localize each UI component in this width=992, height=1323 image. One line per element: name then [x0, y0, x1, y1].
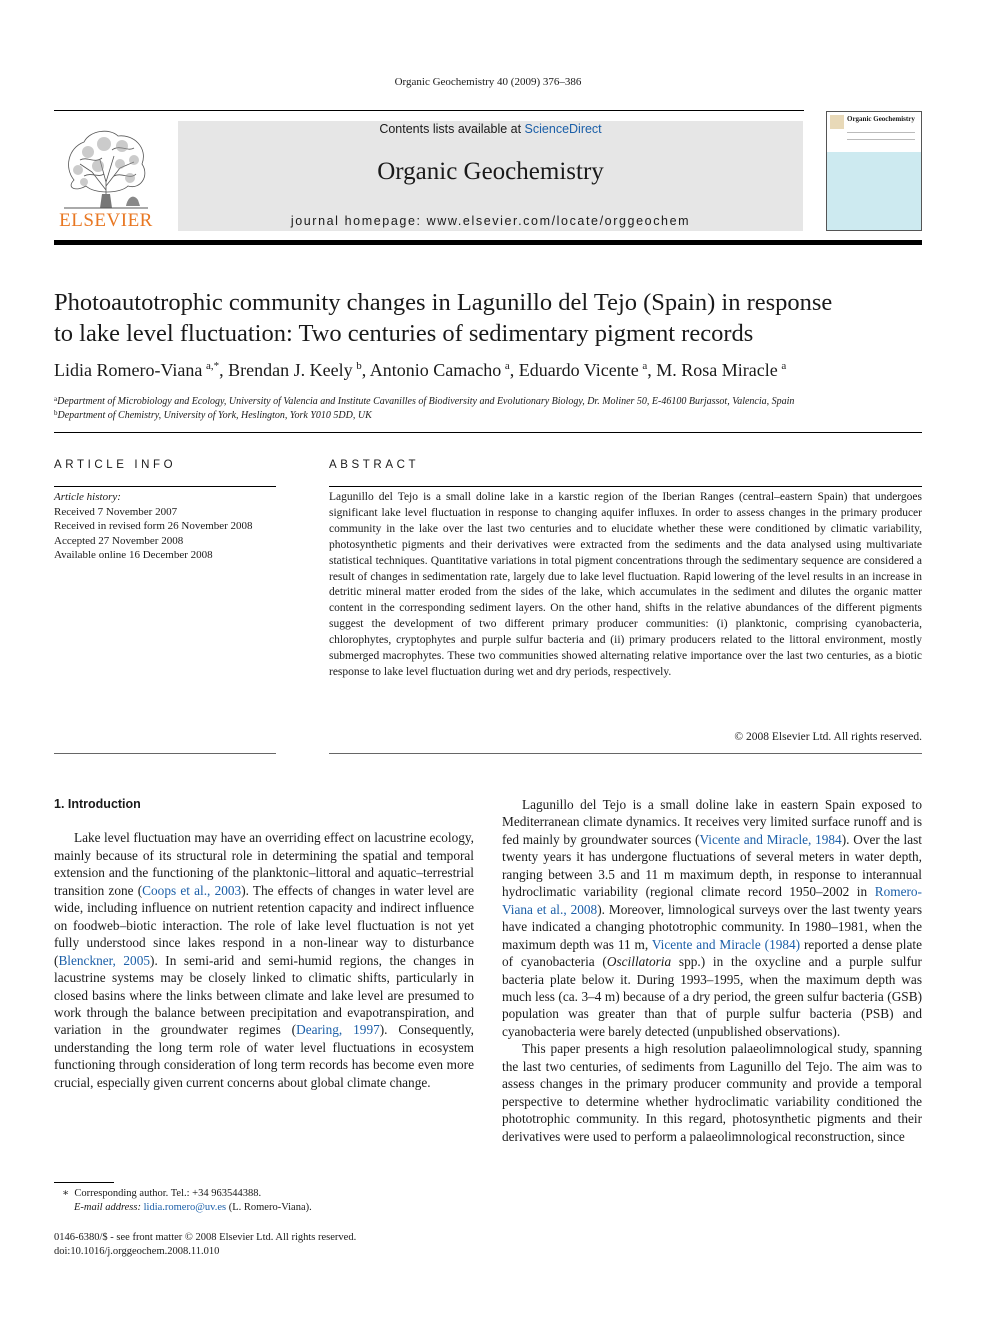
author-affil-sup: a: [781, 360, 787, 372]
affiliation-text: Department of Chemistry, University of York, Heslington, York Y010 5DD, UK: [57, 410, 372, 421]
footnote-rule: [54, 1182, 114, 1183]
footnote: [62, 1187, 482, 1215]
email-link[interactable]: lidia.romero@uv.es: [143, 1202, 227, 1213]
cover-subtitle-bar: [847, 132, 915, 140]
history-revised: Received in revised form 26 November 2008: [54, 520, 253, 532]
footnote-email: [62, 1201, 482, 1215]
doi-line[interactable]: doi:10.1016/j.orggeochem.2008.11.010: [54, 1246, 220, 1257]
footnote-corresponding: ∗ Corresponding author. Tel.: +34 963544388.: [62, 1188, 262, 1199]
text-run: Lake level fluctuation may have an overriding effect on lacustrine ecology, mainly because of its structural role in determining the spatial and temporal extension and the functioning of the planktonic–littoral and aquatic–terrestrial transition zone (: [54, 830, 474, 898]
affiliation-a: [54, 395, 934, 407]
author-name: M. Rosa Miracle: [656, 360, 778, 380]
email-suffix: (L. Romero-Viana).: [226, 1202, 312, 1213]
history-heading: Article history:: [54, 491, 121, 503]
article-info-rule: [54, 486, 276, 487]
affiliation-sup: a: [54, 395, 58, 403]
history-online: Available online 16 December 2008: [54, 549, 213, 561]
contents-line: [178, 122, 803, 136]
abstract-heading: ABSTRACT: [329, 459, 420, 471]
citation-link[interactable]: Vicente and Miracle (1984): [651, 936, 801, 952]
body-column-left: [54, 796, 474, 1091]
article-info-heading: ARTICLE INFO: [54, 459, 177, 471]
citation-link[interactable]: Romero-Viana et al., 2008: [502, 884, 922, 917]
elsevier-wordmark: ELSEVIER: [59, 210, 153, 231]
text-run: ). Over the last twenty years it has undergone fluctuations of several meters in water depth, ranging between 3.5 and 11 m maximum depth, in response to interannual hydroclimatic variability (regional climate record 1950–2002 in: [502, 831, 923, 900]
title-line-1: Photoautotrophic community changes in Lagunillo del Tejo (Spain) in response: [54, 289, 833, 316]
text-run: ). Consequently, understanding the long term role of water level fluctuations in ecosystem functioning through consideration of long term records has become even more crucial, especially given current concerns about global climate change.: [54, 1022, 474, 1090]
journal-header-box: [178, 121, 803, 231]
author-affil-sup: b: [356, 360, 362, 372]
cover-title: Organic Geochemistry: [847, 115, 915, 123]
citation-link[interactable]: Vicente and Miracle, 1984: [699, 831, 842, 847]
author-name: Eduardo Vicente: [518, 360, 639, 380]
author-name: Brendan J. Keely: [228, 360, 353, 380]
journal-cover-thumbnail: [826, 111, 922, 231]
text-run: ). The effects of changes in water level are wide, including influence on nutrient retention capacity and indirect influence on foodweb–biotic interaction. The role of lake level fluctuation is not yet fully understood since lakes respond in a non-linear way to disturbance (: [54, 882, 474, 968]
text-run: Lagunillo del Tejo is a small doline lake in eastern Spain exposed to Mediterranean climate dynamics. It receives very limited surface runoff and is fed mainly by groundwater sources (: [502, 797, 922, 847]
sciencedirect-link[interactable]: ScienceDirect: [524, 122, 602, 136]
paragraph: [54, 829, 474, 1091]
contents-prefix: Contents lists available at: [379, 122, 525, 136]
journal-reference: Organic Geochemistry 40 (2009) 376–386: [394, 76, 582, 88]
header-thick-rule: [54, 240, 922, 245]
paragraph: This paper presents a high resolution palaeolimnological study, spanning the last two centuries, of sediments from Lagunillo del Tejo. The aim was to assess changes in the primary producer community and provide a temporal perspective to determine whether hydroclimatic variability conditioned the phototrophic community. In this regard, photosynthetic pigments and their derivatives were used to perform a palaeolimnological reconstruction, since: [502, 1041, 922, 1144]
article-info-bottom-rule: [54, 753, 276, 754]
affiliation-b: [54, 409, 934, 421]
issn-line: 0146-6380/$ - see front matter © 2008 Elsevier Ltd. All rights reserved.: [54, 1232, 357, 1243]
abstract-bottom-rule: [329, 753, 922, 754]
issn-doi-block: [54, 1231, 484, 1259]
history-received: Received 7 November 2007: [54, 505, 178, 518]
text-run: ). In semi-arid and semi-humid regions, the changes in lacustrine systems may be closely linked to climatic shifts, particularly in closed basins where the links between climate and lake level are presumed to work through the balance between precipitation and evapotranspiration, and variation in the groundwater regimes (: [54, 952, 474, 1038]
body-column-right: [502, 796, 922, 1145]
history-accepted: Accepted 27 November 2008: [54, 534, 184, 547]
abstract-text: Lagunillo del Tejo is a small doline lake in a karstic region of the Iberian Ranges (central–eastern Spain) that undergoes significant lake level fluctuation in response to changing aquifer influxes. In order to assess changes in the primary producer community in the lake over the last two centuries and to elucidate whether these were conditioned by climatic variability, photosynthetic pigments and their derivatives were extracted from the sediments and the data analysed using multivariate statistical techniques. Quantitative variations in total pigment concentrations through the sedimentary sequence are considered a result of changes in sedimentation rate, largely due to lake level fluctuation. Rapid lowering of the level results in an increase in detritic mineral matter eroded from the sides of the lake, which accumulates in the sediment and dilutes the organic matter content in the corresponding sediment layers. On the other hand, shifts in the relative abundances of the different pigments suggest the development of two different primary producer communities: (i) planktonic, comprising cyanobacteria, chlorophytes, cryptophytes and purple sulfur bacteria and (ii) primary producers related to the littoral environment, mostly submerged macrophytes. These two communities showed alternating relative importance over the last two centuries, as a biotic response to lake level fluctuation during wet and dry periods, respectively.: [329, 491, 922, 678]
affiliation-text: Department of Microbiology and Ecology, University of Valencia and Institute Cavanilles of Biodiversity and Evolutionary Biology, Dr. Moliner 50, E-46100 Burjassot, Valencia, Spain: [57, 396, 795, 407]
paragraph: [502, 796, 922, 1040]
cover-logo: [830, 115, 844, 129]
journal-homepage[interactable]: journal homepage: www.elsevier.com/locate/orggeochem: [290, 214, 691, 228]
author-name: Antonio Camacho: [369, 360, 502, 380]
citation-link[interactable]: Blenckner, 2005: [58, 952, 151, 968]
header-rule: [54, 110, 804, 111]
article-title: [54, 287, 934, 349]
article-history: [54, 490, 276, 563]
cover-top: [827, 112, 921, 152]
affiliation-sup: b: [54, 409, 58, 417]
cover-body: [827, 152, 921, 230]
text-run: ). Moreover, limnological surveys over the last twenty years have indicated a changing phototrophic community. In 1980–1981, when the maximum depth was 11 m,: [502, 901, 923, 952]
author-affil-sup: a,*: [205, 360, 220, 372]
text-run: reported a dense plate of cyanobacteria (: [502, 936, 922, 970]
author-affil-sup: a: [642, 360, 648, 372]
title-line-2: to lake level fluctuation: Two centuries of sedimentary pigment records: [54, 320, 754, 347]
author-list: Lidia Romero-Viana $^{a,*}$, Brendan J. Keely $^b$, Antonio Camacho $^a$, Eduardo Vicente $^a$, M. Rosa Miracle $^a$: [54, 360, 787, 380]
text-run: spp.) in the oxycline and a purple sulfur bacteria plate below it. During 1993–1995, when the maximum depth was much less (ca. 3–4 m) because of a dry period, the green sulfur bacteria (GSB) population was greater than that of purple sulfur bacteria (PSB) and cyanobacteria were barely detected (unpublished observations).: [502, 954, 922, 1039]
abstract-copyright: © 2008 Elsevier Ltd. All rights reserved.: [734, 731, 922, 743]
section-heading-introduction: 1. Introduction: [54, 797, 141, 811]
author-affil-sup: a: [504, 360, 510, 372]
citation-link[interactable]: Coops et al., 2003: [142, 882, 242, 898]
italic-text: Oscillatoria: [606, 954, 672, 970]
journal-name: Organic Geochemistry: [377, 158, 604, 185]
author-name: Lidia Romero-Viana: [54, 360, 203, 380]
citation-link[interactable]: Dearing, 1997: [296, 1022, 380, 1038]
affiliation-rule: [54, 432, 922, 433]
abstract-rule: [329, 486, 922, 487]
corresponding-text: Corresponding author. Tel.: +34 963544388.: [74, 1188, 262, 1199]
email-label: E-mail address:: [74, 1202, 141, 1213]
